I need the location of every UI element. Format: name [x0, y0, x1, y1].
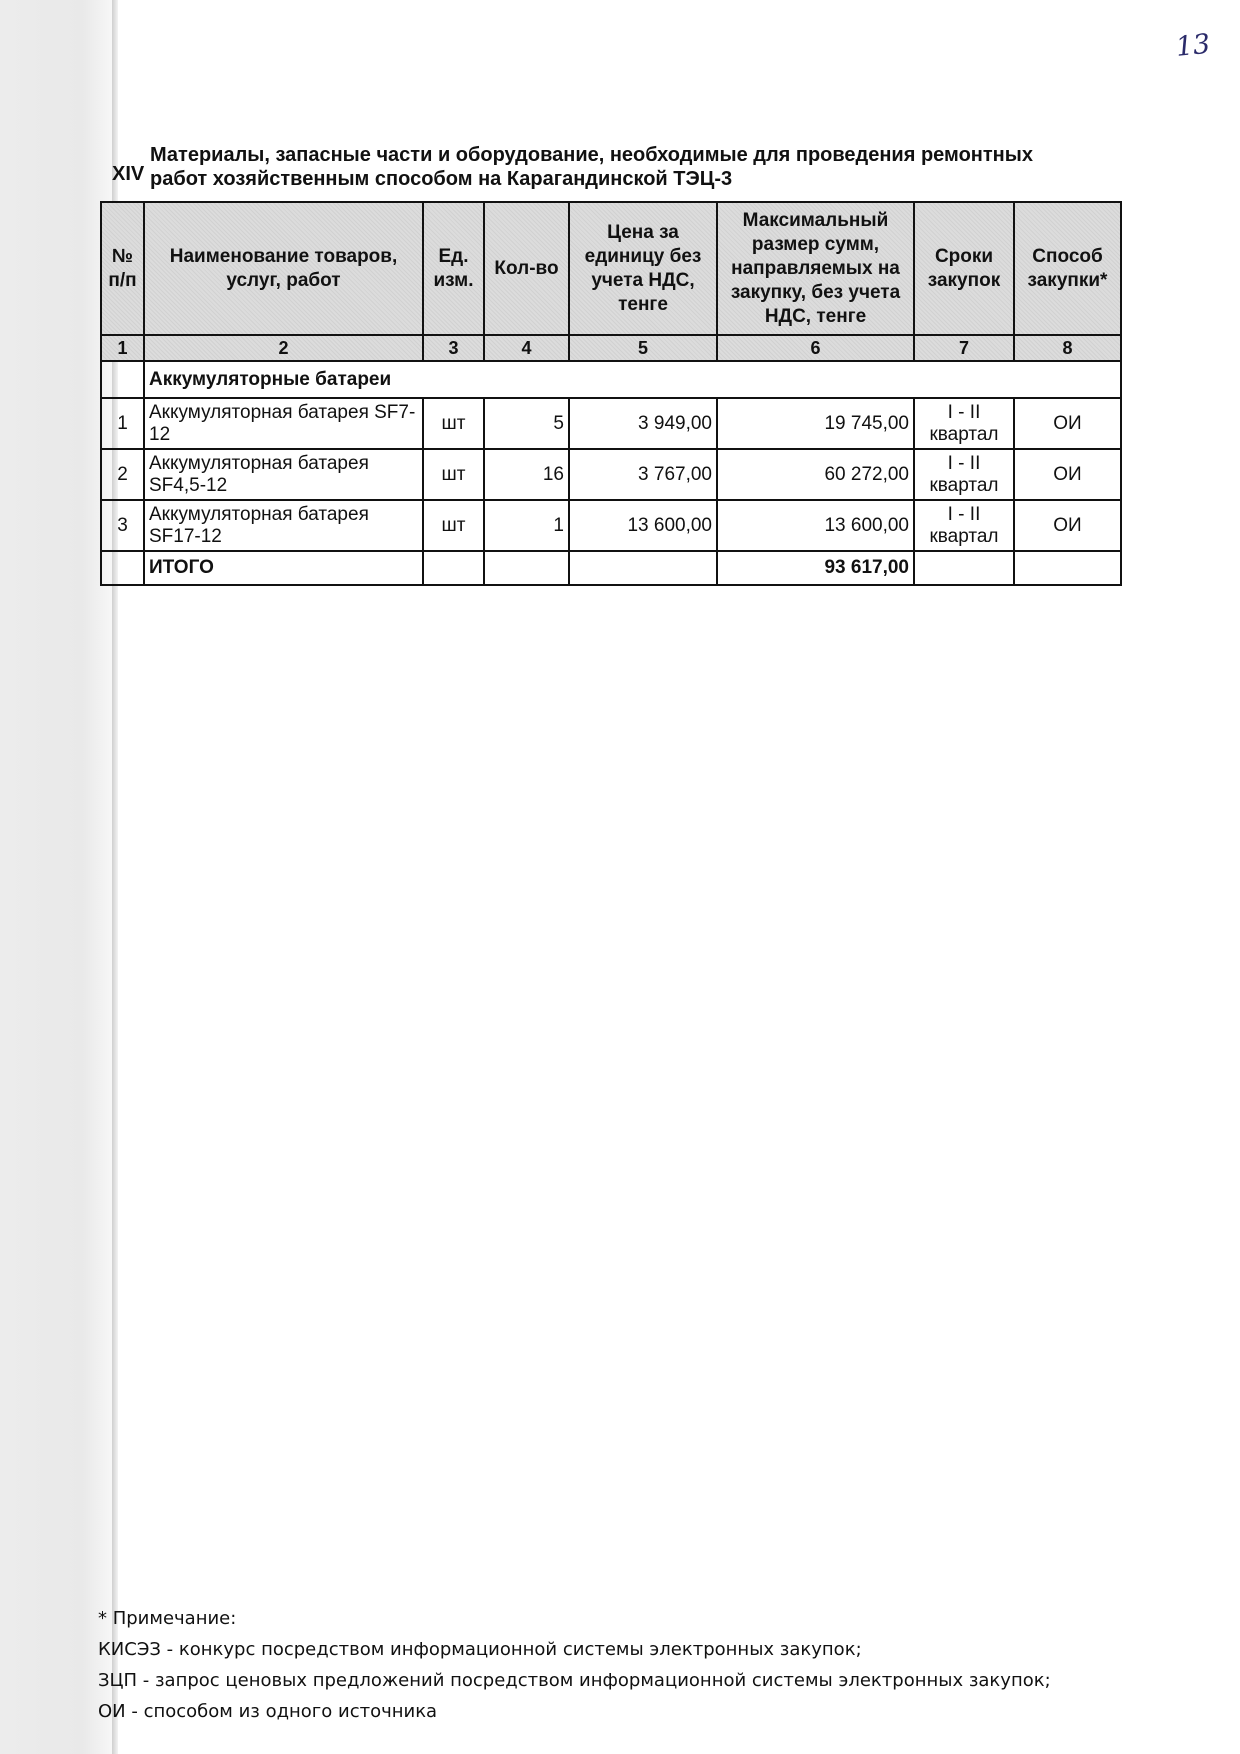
- total-empty-cell: [484, 551, 569, 585]
- row-qty: 5: [484, 398, 569, 449]
- column-number: 6: [717, 335, 914, 361]
- total-value: 93 617,00: [717, 551, 914, 585]
- table-row: [101, 500, 1121, 551]
- row-unit: шт: [423, 449, 484, 500]
- total-empty-cell: [914, 551, 1014, 585]
- header-unit: Ед. изм.: [423, 202, 484, 335]
- row-term: I - II квартал: [914, 398, 1014, 449]
- row-term: I - II квартал: [914, 500, 1014, 551]
- row-total: 13 600,00: [717, 500, 914, 551]
- row-method: ОИ: [1014, 500, 1121, 551]
- section-number: XIV: [112, 163, 145, 185]
- row-total: 19 745,00: [717, 398, 914, 449]
- column-numbers-row: [101, 335, 1121, 361]
- header-method: Способ закупки*: [1014, 202, 1121, 335]
- row-unit: шт: [423, 398, 484, 449]
- row-total: 60 272,00: [717, 449, 914, 500]
- note-line: ЗЦП - запрос ценовых предложений посредством информационной системы электронных закупок;: [98, 1670, 1051, 1691]
- table-header-row: [101, 202, 1121, 335]
- header-qty: Кол-во: [484, 202, 569, 335]
- row-num: 3: [101, 500, 144, 551]
- row-num: 1: [101, 398, 144, 449]
- row-method: ОИ: [1014, 449, 1121, 500]
- row-term: I - II квартал: [914, 449, 1014, 500]
- table-row: [101, 449, 1121, 500]
- group-label: Аккумуляторные батареи: [144, 361, 1121, 398]
- row-num: 2: [101, 449, 144, 500]
- row-qty: 1: [484, 500, 569, 551]
- row-qty: 16: [484, 449, 569, 500]
- group-empty-cell: [101, 361, 144, 398]
- notes-heading: * Примечание:: [98, 1608, 237, 1629]
- total-empty-cell: [423, 551, 484, 585]
- section-title: Материалы, запасные части и оборудование, необходимые для проведения ремонтных работ хозяйственным способом на Карагандинской ТЭЦ-3: [150, 144, 1033, 190]
- column-number: 4: [484, 335, 569, 361]
- footnotes: [98, 1603, 1178, 1727]
- row-price: 13 600,00: [569, 500, 717, 551]
- header-name: Наименование товаров, услуг, работ: [144, 202, 423, 335]
- row-name: Аккумуляторная батарея SF17-12: [144, 500, 423, 551]
- row-method: ОИ: [1014, 398, 1121, 449]
- header-total: Максимальный размер сумм, направляемых на закупку, без учета НДС, тенге: [717, 202, 914, 335]
- header-num: № п/п: [101, 202, 144, 335]
- table-row: [101, 398, 1121, 449]
- row-price: 3 949,00: [569, 398, 717, 449]
- row-name: Аккумуляторная батарея SF7-12: [144, 398, 423, 449]
- total-label: ИТОГО: [144, 551, 423, 585]
- note-line: КИСЭЗ - конкурс посредством информационной системы электронных закупок;: [98, 1639, 862, 1660]
- row-price: 3 767,00: [569, 449, 717, 500]
- total-empty-cell: [1014, 551, 1121, 585]
- procurement-table: [100, 201, 1122, 586]
- note-line: ОИ - способом из одного источника: [98, 1701, 438, 1722]
- total-empty-cell: [101, 551, 144, 585]
- total-empty-cell: [569, 551, 717, 585]
- column-number: 7: [914, 335, 1014, 361]
- column-number: 5: [569, 335, 717, 361]
- column-number: 1: [101, 335, 144, 361]
- row-name: Аккумуляторная батарея SF4,5-12: [144, 449, 423, 500]
- column-number: 3: [423, 335, 484, 361]
- header-price: Цена за единицу без учета НДС, тенге: [569, 202, 717, 335]
- group-row: [101, 361, 1121, 398]
- column-number: 8: [1014, 335, 1121, 361]
- header-term: Сроки закупок: [914, 202, 1014, 335]
- total-row: [101, 551, 1121, 585]
- row-unit: шт: [423, 500, 484, 551]
- handwritten-page-number: 13: [1174, 28, 1212, 64]
- column-number: 2: [144, 335, 423, 361]
